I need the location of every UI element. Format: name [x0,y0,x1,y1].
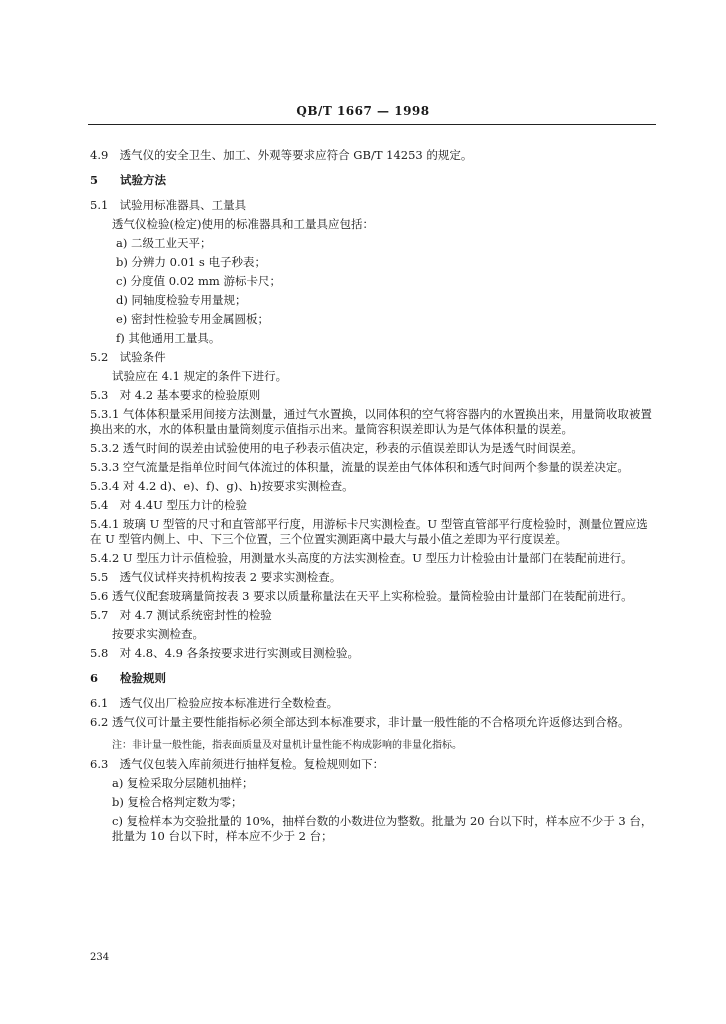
clause-5-3-4: 5.3.4 对 4.2 d)、e)、f)、g)、h)按要求实测检查。 [90,479,354,493]
clause-6-3: 6.3 透气仪包装入库前须进行抽样复检。复检规则如下： [90,757,385,771]
document-body [90,138,656,848]
clause-5-7: 5.7 对 4.7 测试系统密封性的检验 [90,608,272,622]
list-item: b) 分辨力 0.01 s 电子秒表； [116,255,266,269]
section-6-heading: 6 检验规则 [90,671,167,685]
clause-5-4: 5.4 对 4.4U 型压力计的检验 [90,498,247,512]
section-5-heading: 5 试验方法 [90,173,167,187]
paragraph-text: 透气仪检验(检定)使用的标准器具和工量具应包括： [112,217,374,231]
note-text: 注：非计量一般性能，指表面质量及对量机计量性能不构成影响的非量化指标。 [112,740,462,751]
clause-6-2: 6.2 透气仪可计量主要性能指标必须全部达到本标准要求，非计量一般性能的不合格项允许返修达到合格。 [90,715,630,729]
list-item: f) 其他通用工量具。 [116,331,221,345]
paragraph-text: 按要求实测检查。 [112,627,204,641]
list-item: e) 密封性检验专用金属圆板； [116,312,269,326]
standard-header: QB/T 1667 — 1998 [296,104,430,118]
list-item: a) 复检采取分层随机抽样； [112,776,254,790]
clause-5-6: 5.6 透气仪配套玻璃量筒按表 3 要求以质量称量法在天平上实称检验。量筒检验由计量部门在装配前进行。 [90,589,633,603]
clause-5-3-1: 5.3.1 气体体积量采用间接方法测量，通过气水置换，以同体积的空气将容器内的水置换出来，用量筒收取被置换出来的水，水的体积量由量筒刻度示值指示出来。量筒容积误差即认为是气体体积量的误差。 [90,407,652,436]
clause-5-4-1: 5.4.1 玻璃 U 型管的尺寸和直管部平行度，用游标卡尺实测检查。U 型管直管部平行度检验时，测量位置应选在 U 型管内侧上、中、下三个位置，三个位置实测距离中最大与最小值之差即为平行度误差。 [90,517,648,546]
page-number: 234 [90,952,110,963]
clause-5-1: 5.1 试验用标准器具、工量具 [90,198,247,212]
list-item: b) 复检合格判定数为零； [112,795,243,809]
clause-6-1: 6.1 透气仪出厂检验应按本标准进行全数检查。 [90,696,339,710]
clause-5-4-2: 5.4.2 U 型压力计示值检验，用测量水头高度的方法实测检查。U 型压力计检验由计量部门在装配前进行。 [90,551,633,565]
clause-5-2: 5.2 试验条件 [90,350,166,364]
clause-5-5: 5.5 透气仪试样夹持机构按表 2 要求实测检查。 [90,570,342,584]
list-item: c) 分度值 0.02 mm 游标卡尺； [116,274,281,288]
clause-5-3: 5.3 对 4.2 基本要求的检验原则 [90,388,261,402]
clause-5-3-2: 5.3.2 透气时间的误差由试验使用的电子秒表示值决定，秒表的示值误差即认为是透气时间误差。 [90,441,583,455]
list-item: d) 同轴度检验专用量规； [116,293,247,307]
paragraph-text: 试验应在 4.1 规定的条件下进行。 [112,369,288,383]
clause-5-8: 5.8 对 4.8、4.9 各条按要求进行实测或目测检验。 [90,646,360,660]
header-rule [88,124,656,125]
clause-5-3-3: 5.3.3 空气流量是指单位时间气体流过的体积量，流量的误差由气体体积和透气时间两个参量的误差决定。 [90,460,629,474]
list-item: c) 复检样本为交验批量的 10%，抽样台数的小数进位为整数。批量为 20 台以下时，样本应不少于 3 台，批量为 10 台以下时，样本应不少于 2 台； [112,814,653,843]
clause-4-9: 4.9 透气仪的安全卫生、加工、外观等要求应符合 GB/T 14253 的规定。 [90,148,473,162]
list-item: a) 二级工业天平； [116,236,212,250]
